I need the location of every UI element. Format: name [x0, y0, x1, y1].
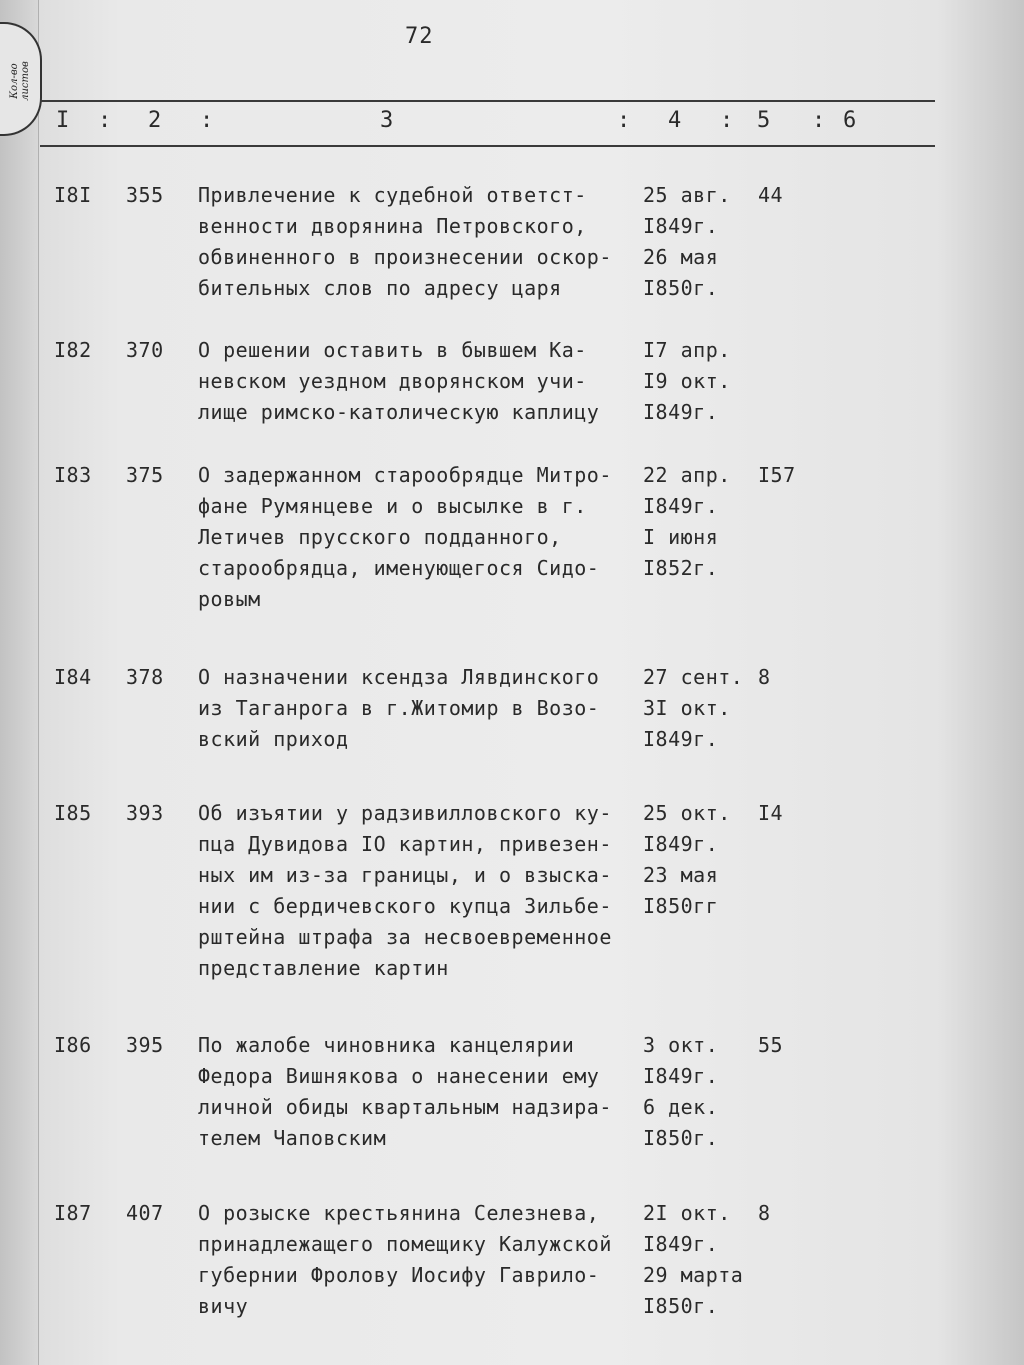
archive-number: 375 — [126, 463, 164, 487]
entry-description: О задержанном старообрядце Митро- фане Румянцеве и о высылке в г. Летичев прусского подданного, старообрядца, именующегося Сидо- ровым — [198, 463, 612, 611]
column-separator: : — [720, 108, 734, 133]
entry-number: I86 — [54, 1033, 92, 1057]
entry-number: I83 — [54, 463, 92, 487]
entry-dates: 2I окт. I849г. 29 марта I850г. — [643, 1201, 744, 1318]
entry-number: I87 — [54, 1201, 92, 1225]
entry-number: I84 — [54, 665, 92, 689]
entry-number: I85 — [54, 801, 92, 825]
entry-description: По жалобе чиновника канцелярии Федора Вишнякова о нанесении ему личной обиды квартальным надзира- телем Чаповским — [198, 1033, 612, 1150]
entry-dates: 25 окт. I849г. 23 мая I850гг — [643, 801, 731, 918]
archive-number: 378 — [126, 665, 164, 689]
page-shadow — [934, 0, 1024, 1365]
entry-description: О решении оставить в бывшем Ка- невском уездном дворянском учи- лище римско-католическую каплицу — [198, 338, 600, 424]
sheet-count: 44 — [758, 183, 784, 207]
column-separator: : — [200, 108, 214, 133]
column-separator: : — [812, 108, 826, 133]
column-header-4: 4 — [668, 108, 682, 133]
archive-number: 407 — [126, 1201, 164, 1225]
entry-dates: 3 окт. I849г. 6 дек. I850г. — [643, 1033, 719, 1150]
entry-dates: 22 апр. I849г. I июня I852г. — [643, 463, 731, 580]
archive-number: 355 — [126, 183, 164, 207]
archive-number: 393 — [126, 801, 164, 825]
page-number: 72 — [405, 24, 434, 49]
entry-description: О назначении ксендза Лявдинского из Таганрога в г.Житомир в Возо- вский приход — [198, 665, 600, 751]
column-separator: : — [617, 108, 631, 133]
sheet-count: 8 — [758, 1201, 771, 1225]
entry-number: I82 — [54, 338, 92, 362]
entry-dates: 25 авг. I849г. 26 мая I850г. — [643, 183, 731, 300]
sheet-count: I57 — [758, 463, 796, 487]
column-header-6: 6 — [843, 108, 857, 133]
column-header-3: 3 — [380, 108, 394, 133]
column-header-1: I — [56, 108, 70, 133]
column-header-row — [0, 108, 1024, 138]
header-bottom-rule — [40, 145, 935, 147]
entry-dates: I7 апр. I9 окт. I849г. — [643, 338, 731, 424]
header-top-rule — [40, 100, 935, 102]
column-header-5: 5 — [757, 108, 771, 133]
binding-edge — [0, 0, 39, 1365]
entry-description: Привлечение к судебной ответст- венности дворянина Петровского, обвиненного в произнесении оскор- бительных слов по адресу царя — [198, 183, 612, 300]
entry-description: О розыске крестьянина Селезнева, принадлежащего помещику Калужской губернии Фролову Иосифу Гаврило- вичу — [198, 1201, 612, 1318]
column-separator: : — [98, 108, 112, 133]
column-header-2: 2 — [148, 108, 162, 133]
entry-dates: 27 сент. 3I окт. I849г. — [643, 665, 744, 751]
entry-number: I8I — [54, 183, 92, 207]
archive-number: 395 — [126, 1033, 164, 1057]
entry-description: Об изъятии у радзивилловского ку- пца Дувидова IO картин, привезен- ных им из-за границы, и о взыска- нии с бердичевского купца Зильбе- рштейна штрафа за несвоевременное представление картин — [198, 801, 612, 980]
sheet-count: 8 — [758, 665, 771, 689]
sheet-count: I4 — [758, 801, 784, 825]
archive-number: 370 — [126, 338, 164, 362]
sheet-count: 55 — [758, 1033, 784, 1057]
sheet-count-tab-label: Кол-во листов — [9, 61, 31, 101]
